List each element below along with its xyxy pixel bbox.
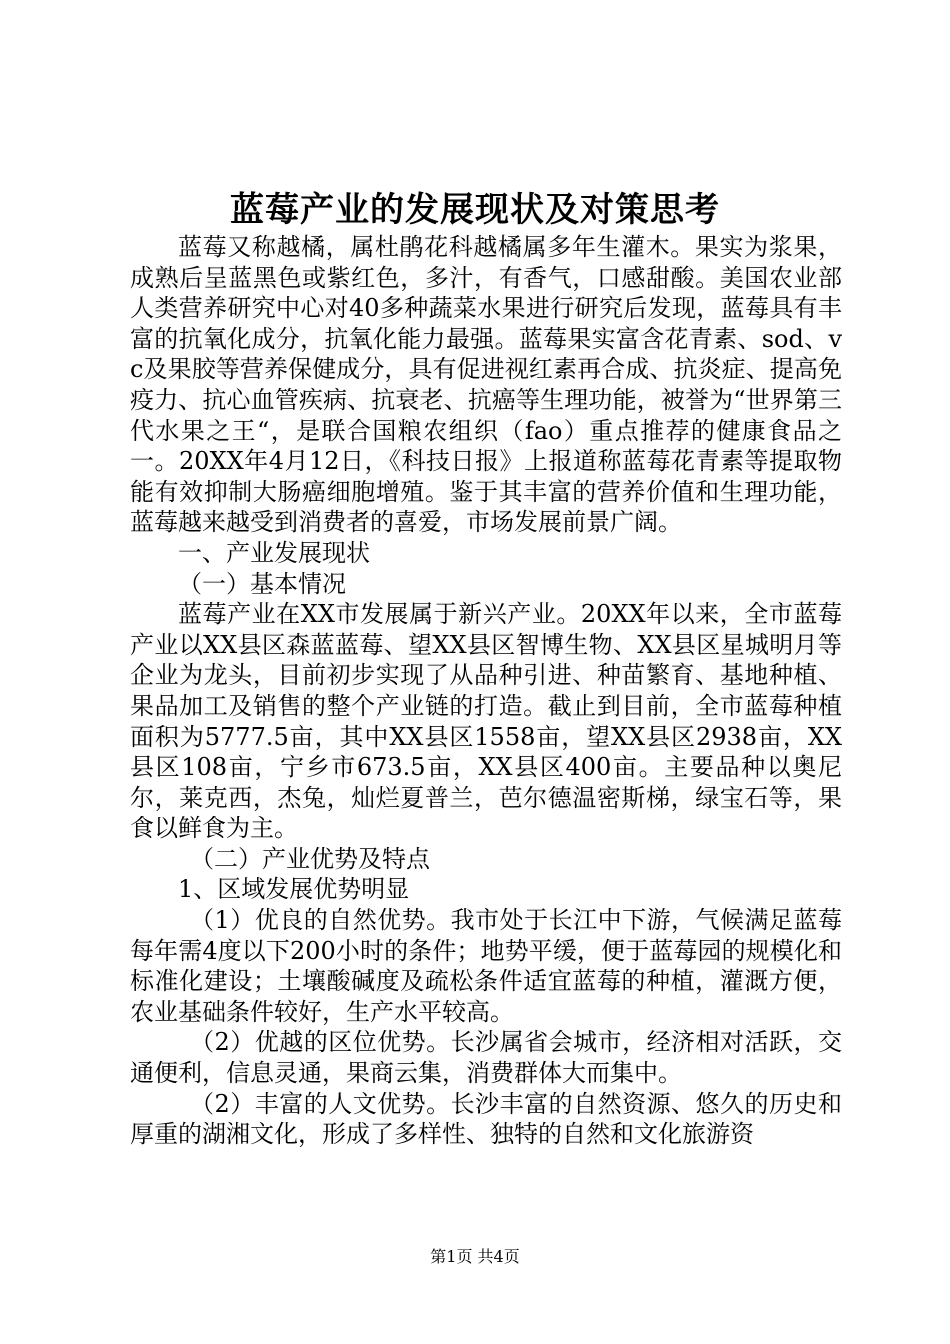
paragraph-cultural-advantage: （2）丰富的人文优势。长沙丰富的自然资源、悠久的历史和厚重的湖湘文化，形成了多样性、独特的自然和文化旅游资: [130, 1089, 842, 1149]
subsection-heading-basic: （一）基本情况: [178, 569, 346, 598]
page-footer: 第1页 共4页: [430, 1247, 520, 1266]
item-heading-regional: 1、区域发展优势明显: [178, 875, 410, 904]
document-title: 蓝莓产业的发展现状及对策思考: [230, 190, 720, 230]
paragraph-basic-situation: 蓝莓产业在XX市发展属于新兴产业。20XX年以来，全市蓝莓产业以XX县区森蓝蓝莓、望XX县区智博生物、XX县区星城明月等企业为龙头，目前初步实现了从品种引进、种苗繁育、基地种植、果品加工及销售的整个产业链的打造。截止到目前，全市蓝莓种植面积为5777.5亩，其中XX县区1558亩，望XX县区2938亩，XX县区108亩，宁乡市673.5亩，XX县区400亩。主要品种以奥尼尔，莱克西，杰兔，灿烂夏普兰，芭尔德温密斯梯，绿宝石等，果食以鲜食为主。: [130, 600, 842, 843]
paragraph-location-advantage: （2）优越的区位优势。长沙属省会城市，经济相对活跃，交通便利，信息灵通，果商云集，消费群体大而集中。: [130, 1028, 842, 1088]
document-body: [130, 232, 842, 1150]
paragraph-intro: 蓝莓又称越橘，属杜鹃花科越橘属多年生灌木。果实为浆果，成熟后呈蓝黑色或紫红色，多汁，有香气，口感甜酸。美国农业部人类营养研究中心对40多种蔬菜水果进行研究后发现，蓝莓具有丰富的抗氧化成分，抗氧化能力最强。蓝莓果实富含花青素、sod、vc及果胶等营养保健成分，具有促进视红素再合成、抗炎症、提高免疫力、抗心血管疾病、抗衰老、抗癌等生理功能，被誉为“世界第三代水果之王“，是联合国粮农组织（fao）重点推荐的健康食品之一。20XX年4月12日，《科技日报》上报道称蓝莓花青素等提取物能有效抑制大肠癌细胞增殖。鉴于其丰富的营养价值和生理功能，蓝莓越来越受到消费者的喜爱，市场发展前景广阔。: [130, 233, 842, 537]
section-heading-1: 一、产业发展现状: [178, 538, 370, 567]
paragraph-natural-advantage: （1）优良的自然优势。我市处于长江中下游，气候满足蓝莓每年需4度以下200小时的条件；地势平缓，便于蓝莓园的规模化和标准化建设；土壤酸碱度及疏松条件适宜蓝莓的种植，灌溉方便，农业基础条件较好，生产水平较高。: [130, 906, 842, 1026]
subsection-heading-advantages: （二）产业优势及特点: [190, 844, 430, 873]
